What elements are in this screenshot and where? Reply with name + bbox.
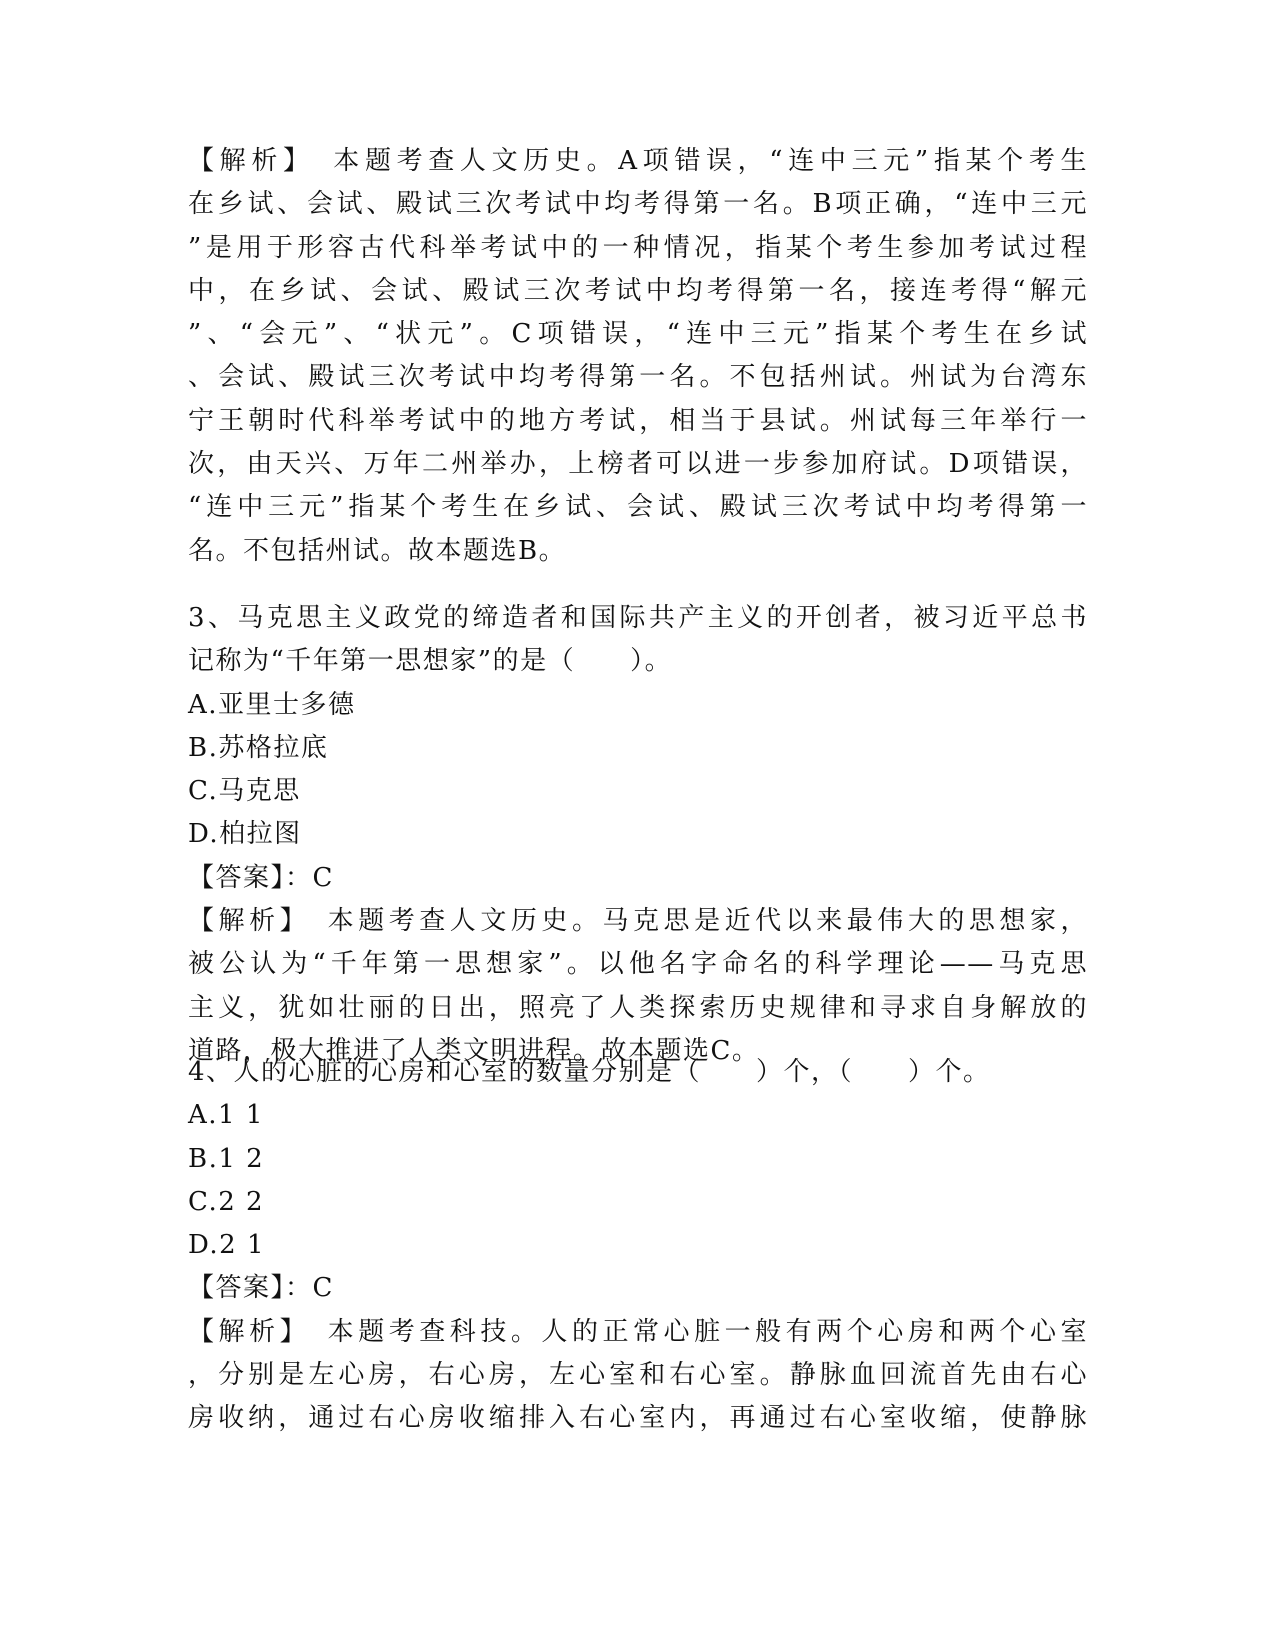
q4-question bbox=[188, 1051, 1088, 1441]
q3-option-d: D.柏拉图 bbox=[188, 819, 302, 850]
q2-analysis bbox=[188, 140, 1088, 573]
q2-analysis-line: 中，在乡试、会试、殿试三次考试中均考得第一名，接连考得“解元 bbox=[188, 275, 1088, 306]
q3-question bbox=[188, 597, 1088, 1073]
q4-option-b: B.1 2 bbox=[188, 1143, 265, 1174]
q2-analysis-line: 【解析】 本题考查人文历史。A项错误，“连中三元”指某个考生 bbox=[188, 146, 1088, 176]
q3-stem-line: 记称为“千年第一思想家”的是（ ）。 bbox=[188, 646, 673, 677]
q2-analysis-line: 次，由天兴、万年二州举办，上榜者可以进一步参加府试。D项错误， bbox=[188, 449, 1088, 480]
q3-option-b: B.苏格拉底 bbox=[188, 732, 329, 763]
q2-analysis-line: “连中三元”指某个考生在乡试、会试、殿试三次考试中均考得第一 bbox=[188, 492, 1088, 523]
q4-option-a: A.1 1 bbox=[188, 1100, 264, 1131]
q2-analysis-line: ”是用于形容古代科举考试中的一种情况，指某个考生参加考试过程 bbox=[188, 232, 1088, 263]
q4-analysis-line: ，分别是左心房，右心房，左心室和右心室。静脉血回流首先由右心 bbox=[188, 1360, 1088, 1391]
q4-answer: 【答案】：C bbox=[188, 1273, 334, 1304]
q3-analysis-line: 【解析】 本题考查人文历史。马克思是近代以来最伟大的思想家， bbox=[188, 906, 1088, 937]
q4-stem-line: 4、人的心脏的心房和心室的数量分别是（ ）个，（ ）个。 bbox=[188, 1057, 991, 1087]
q3-answer: 【答案】：C bbox=[188, 862, 334, 893]
q4-option-d: D.2 1 bbox=[188, 1230, 266, 1261]
q2-analysis-line: 、会试、殿试三次考试中均考得第一名。不包括州试。州试为台湾东 bbox=[188, 362, 1088, 393]
q3-option-c: C.马克思 bbox=[188, 776, 301, 807]
q2-analysis-line: 在乡试、会试、殿试三次考试中均考得第一名。B项正确，“连中三元 bbox=[188, 189, 1088, 220]
q2-analysis-line: ”、“会元”、“状元”。C项错误，“连中三元”指某个考生在乡试 bbox=[188, 319, 1088, 350]
q4-analysis-line: 房收纳，通过右心房收缩排入右心室内，再通过右心室收缩，使静脉 bbox=[188, 1403, 1088, 1434]
q4-option-c: C.2 2 bbox=[188, 1186, 265, 1217]
q3-analysis-line: 主义，犹如壮丽的日出，照亮了人类探索历史规律和寻求自身解放的 bbox=[188, 992, 1088, 1023]
q4-analysis-line: 【解析】 本题考查科技。人的正常心脏一般有两个心房和两个心室 bbox=[188, 1316, 1088, 1347]
q3-stem-line: 3、马克思主义政党的缔造者和国际共产主义的开创者，被习近平总书 bbox=[188, 603, 1088, 633]
q3-option-a: A.亚里士多德 bbox=[188, 689, 356, 720]
q2-analysis-line: 宁王朝时代科举考试中的地方考试，相当于县试。州试每三年举行一 bbox=[188, 405, 1088, 436]
q3-analysis-line: 道路，极大推进了人类文明进程。故本题选C。 bbox=[188, 1035, 760, 1066]
q3-analysis-line: 被公认为“千年第一思想家”。以他名字命名的科学理论——马克思 bbox=[188, 949, 1088, 980]
q2-analysis-line: 名。不包括州试。故本题选B。 bbox=[188, 535, 567, 566]
